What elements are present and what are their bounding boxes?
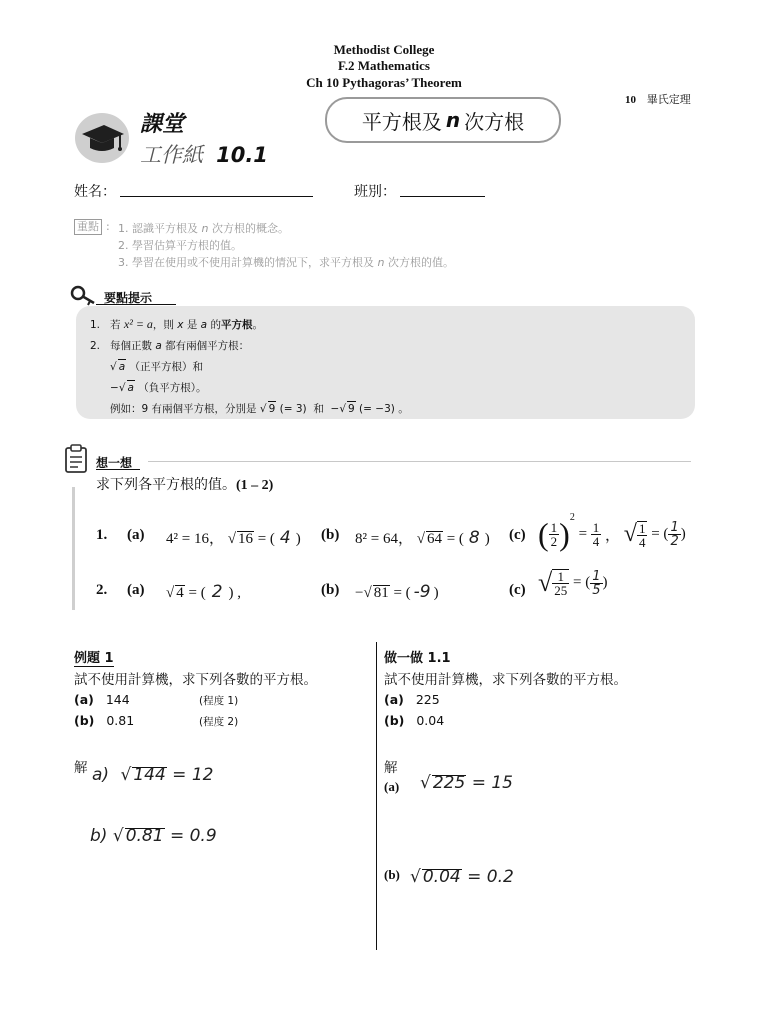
- hw-answer: = 12: [172, 765, 214, 785]
- q1a-label: (a): [127, 527, 145, 543]
- comma: ，: [605, 528, 621, 545]
- fraction: $\frac{1}{2}$: [550, 520, 558, 550]
- tip-example: [90, 399, 409, 420]
- tip-var: a: [155, 340, 162, 352]
- tip-negative-root: [90, 378, 409, 399]
- answer-denominator: 2: [670, 534, 679, 550]
- paren-right: ): [559, 516, 570, 553]
- q1c-answer[interactable]: [668, 521, 680, 548]
- equals-paren: = (: [651, 526, 669, 543]
- answer-denominator: 5: [592, 582, 601, 598]
- page-header: [625, 91, 691, 107]
- key-point-2: [118, 237, 454, 254]
- q2a-label: (a): [127, 582, 145, 598]
- tip-text: 若: [110, 319, 121, 331]
- radicand: 9: [348, 403, 355, 415]
- try-solution-b-label: (b): [384, 867, 400, 882]
- tip-text: 。: [252, 319, 263, 331]
- item-value: 0.04: [416, 713, 445, 728]
- minus-sign: −: [330, 403, 340, 415]
- close-paren: ): [680, 526, 686, 543]
- radical-icon: [339, 403, 346, 415]
- radical-icon: [410, 867, 421, 887]
- topic-post: 次方根: [464, 109, 525, 134]
- example-handwritten-b: [90, 826, 217, 846]
- key-point-text: 次方根的值。: [387, 256, 454, 269]
- tip-text: 例如：9 有兩個平方根，分別是: [110, 403, 257, 415]
- item-label: (b): [74, 713, 95, 728]
- q2c-question: [538, 568, 608, 598]
- example-level-a: (程度 1): [199, 695, 239, 707]
- radical-icon: √: [538, 568, 553, 597]
- radical-icon: [228, 531, 236, 547]
- tip-text: （負平方根）。: [138, 382, 207, 394]
- school-name: Methodist College: [333, 42, 435, 57]
- key-point-text: 次方根的概念。: [211, 222, 289, 235]
- tip-text: （正平方根）和: [129, 361, 203, 373]
- q1b-answer[interactable]: 8: [468, 528, 480, 548]
- column-divider: [376, 642, 377, 950]
- q1b-label: (b): [321, 527, 340, 543]
- equals-sign: =: [578, 526, 588, 543]
- close-paren: ): [484, 531, 490, 547]
- radicand: 0.04: [422, 867, 461, 887]
- item-label: (b): [384, 713, 405, 728]
- key-point-text: 學習估算平方根的值。: [132, 239, 242, 252]
- q2b-question: [355, 582, 439, 602]
- radicand: 81: [373, 585, 389, 601]
- key-point-text: 認識平方根及: [132, 222, 198, 235]
- q2c-answer[interactable]: [590, 570, 602, 597]
- example-level-b: (程度 2): [199, 716, 239, 728]
- equals-paren: = (: [257, 531, 275, 547]
- think-range: (1 – 2): [236, 478, 274, 493]
- equals-paren: = (: [573, 574, 591, 591]
- radical-icon: [417, 531, 425, 547]
- radical-icon: √: [623, 521, 637, 548]
- radical-icon: [110, 361, 117, 373]
- radicand: a: [118, 361, 126, 373]
- think-instruction-text: 求下列各平方根的值。: [96, 477, 236, 493]
- worksheet-title: [140, 139, 268, 169]
- hw-label: a): [92, 765, 110, 785]
- try-heading: 做一做 1.1: [384, 651, 451, 666]
- key-points-colon: :: [106, 220, 110, 233]
- key-point-1: [118, 220, 454, 237]
- q2c-label: (c): [509, 582, 526, 598]
- tip-num: 1.: [90, 319, 101, 331]
- example-solution-label: 解: [74, 760, 88, 776]
- think-divider: [148, 461, 691, 462]
- radical-icon: [420, 773, 431, 793]
- try-item-b: [384, 713, 444, 728]
- try-solution-label: 解: [384, 760, 398, 776]
- tips-content: [90, 314, 409, 420]
- radicand: 64: [426, 531, 442, 547]
- equals-paren: = (: [446, 531, 464, 547]
- try-handwritten-b: [410, 867, 514, 887]
- q2b-answer[interactable]: -9: [413, 582, 431, 602]
- tip-num: 2.: [90, 340, 101, 352]
- topic-n: n: [445, 108, 461, 132]
- key-point-text: 學習在使用或不使用計算機的情況下，求平方根及: [132, 256, 374, 269]
- tip-text: 每個正數: [110, 340, 153, 352]
- key-point-var: n: [377, 256, 385, 269]
- radical-icon: [166, 585, 174, 601]
- q1b-equation: 8² = 64，: [355, 531, 413, 547]
- minus-sign: −: [110, 382, 119, 394]
- close-paren: ): [602, 574, 608, 591]
- radical-icon: [120, 765, 131, 785]
- radical-icon: [113, 826, 124, 846]
- tip-2: [90, 336, 409, 357]
- tip-text: 是: [186, 319, 198, 331]
- radicand: 0.81: [125, 826, 164, 846]
- item-value: 225: [415, 692, 440, 707]
- key-point-num: 1.: [118, 222, 129, 235]
- q1a-question: [166, 527, 301, 548]
- close-paren: ): [433, 585, 439, 601]
- q1c-question: [538, 512, 686, 553]
- example-instruction: 試不使用計算機，求下列各數的平方根。: [74, 672, 317, 688]
- hw-answer: = 15: [471, 773, 513, 793]
- radicand: 9: [268, 403, 276, 415]
- fraction: $\frac{1}{4}$: [592, 520, 600, 550]
- think-heading-underline: [96, 469, 140, 470]
- q1c-label: (c): [509, 527, 526, 543]
- tip-text: 。: [398, 403, 409, 415]
- class-field[interactable]: [400, 196, 485, 197]
- radicand: a: [127, 382, 134, 394]
- think-heading: 想一想: [96, 456, 133, 470]
- fraction: $\frac{1}{4}$: [638, 520, 646, 550]
- topic-pre: 平方根及: [361, 109, 442, 134]
- equals-paren: = (: [393, 585, 411, 601]
- minus-sign: −: [355, 585, 364, 601]
- item-label: (a): [74, 692, 94, 707]
- q1b-question: [355, 527, 490, 548]
- item-value: 0.81: [106, 713, 135, 728]
- tip-value: (= −3): [359, 403, 395, 415]
- subject-name: F.2 Mathematics: [338, 58, 430, 73]
- answer-numerator: 1: [670, 520, 679, 536]
- radical-icon: [119, 382, 126, 394]
- try-handwritten-a: [420, 773, 513, 793]
- close-paren: ): [295, 531, 301, 547]
- answer-numerator: 1: [592, 568, 601, 584]
- class-field-label: 班別：: [354, 184, 396, 200]
- radical-icon: [363, 585, 371, 601]
- q1a-equation: 4² = 16，: [166, 531, 224, 547]
- paren-left: (: [538, 516, 549, 553]
- page-number: 10: [625, 94, 636, 106]
- key-points-label: 重點: [74, 219, 102, 235]
- graduation-cap-icon: [74, 112, 130, 164]
- tip-var: x: [177, 319, 184, 331]
- q2a-question: [166, 582, 241, 602]
- chapter-title: Ch 10 Pythagoras’ Theorem: [306, 75, 462, 90]
- classroom-label: 課堂: [140, 112, 185, 137]
- q2a-answer[interactable]: 2: [211, 582, 223, 602]
- tip-equation: x² = a: [123, 317, 153, 331]
- radicand: 144: [133, 765, 166, 785]
- example-handwritten-a: [92, 765, 213, 785]
- equals-paren: = (: [188, 585, 206, 601]
- q2b-label: (b): [321, 582, 340, 598]
- fraction: $\frac{1}{25}$: [554, 569, 568, 598]
- q1-number: 1.: [96, 527, 108, 543]
- try-item-a: [384, 692, 440, 707]
- radicand: 16: [237, 531, 253, 547]
- topic-pill: [325, 97, 561, 143]
- key-point-var: n: [201, 222, 209, 235]
- example-heading-text: 例題 1: [74, 647, 114, 667]
- try-solution-a-label: (a): [384, 779, 400, 794]
- think-instruction: [96, 474, 273, 494]
- tip-text: 都有兩個平方根：: [165, 340, 250, 352]
- name-field-label: 姓名：: [74, 184, 116, 200]
- tips-heading-rule: [96, 304, 176, 305]
- tip-1: [90, 314, 409, 336]
- q2-number: 2.: [96, 582, 108, 598]
- item-value: 144: [105, 692, 130, 707]
- tip-text: ，則: [152, 319, 174, 331]
- example-item-b: [74, 713, 134, 728]
- tip-text: 和: [313, 403, 324, 415]
- name-field[interactable]: [120, 196, 313, 197]
- try-instruction: 試不使用計算機，求下列各數的平方根。: [384, 672, 627, 688]
- key-point-num: 2.: [118, 239, 129, 252]
- key-point-num: 3.: [118, 256, 129, 269]
- tips-heading: 要點提示: [104, 291, 153, 305]
- radical-icon: [260, 403, 267, 415]
- item-label: (a): [384, 692, 404, 707]
- worksheet-label: 工作紙: [140, 143, 203, 167]
- tip-var: a: [200, 319, 208, 331]
- hw-answer: = 0.2: [467, 867, 514, 887]
- close-paren: ) ,: [228, 585, 242, 601]
- key-point-3: [118, 254, 454, 271]
- radicand: 4: [176, 585, 184, 601]
- tip-value: (= 3): [279, 403, 307, 415]
- key-points-list: [118, 220, 454, 271]
- hw-answer: = 0.9: [169, 826, 217, 846]
- page-topic: 畢氏定理: [646, 93, 691, 106]
- example-heading: [74, 647, 114, 667]
- radicand: 225: [432, 773, 466, 793]
- q1a-answer[interactable]: 4: [279, 528, 291, 548]
- tip-positive-root: [90, 357, 409, 378]
- tip-bold-term: 平方根: [220, 319, 253, 331]
- think-side-bar: [72, 487, 75, 610]
- hw-label: b): [90, 826, 108, 846]
- worksheet-number: 10.1: [216, 143, 268, 167]
- clipboard-icon: [63, 444, 89, 478]
- exponent: 2: [569, 512, 575, 523]
- example-item-a: [74, 692, 130, 707]
- tip-text: 的: [210, 319, 221, 331]
